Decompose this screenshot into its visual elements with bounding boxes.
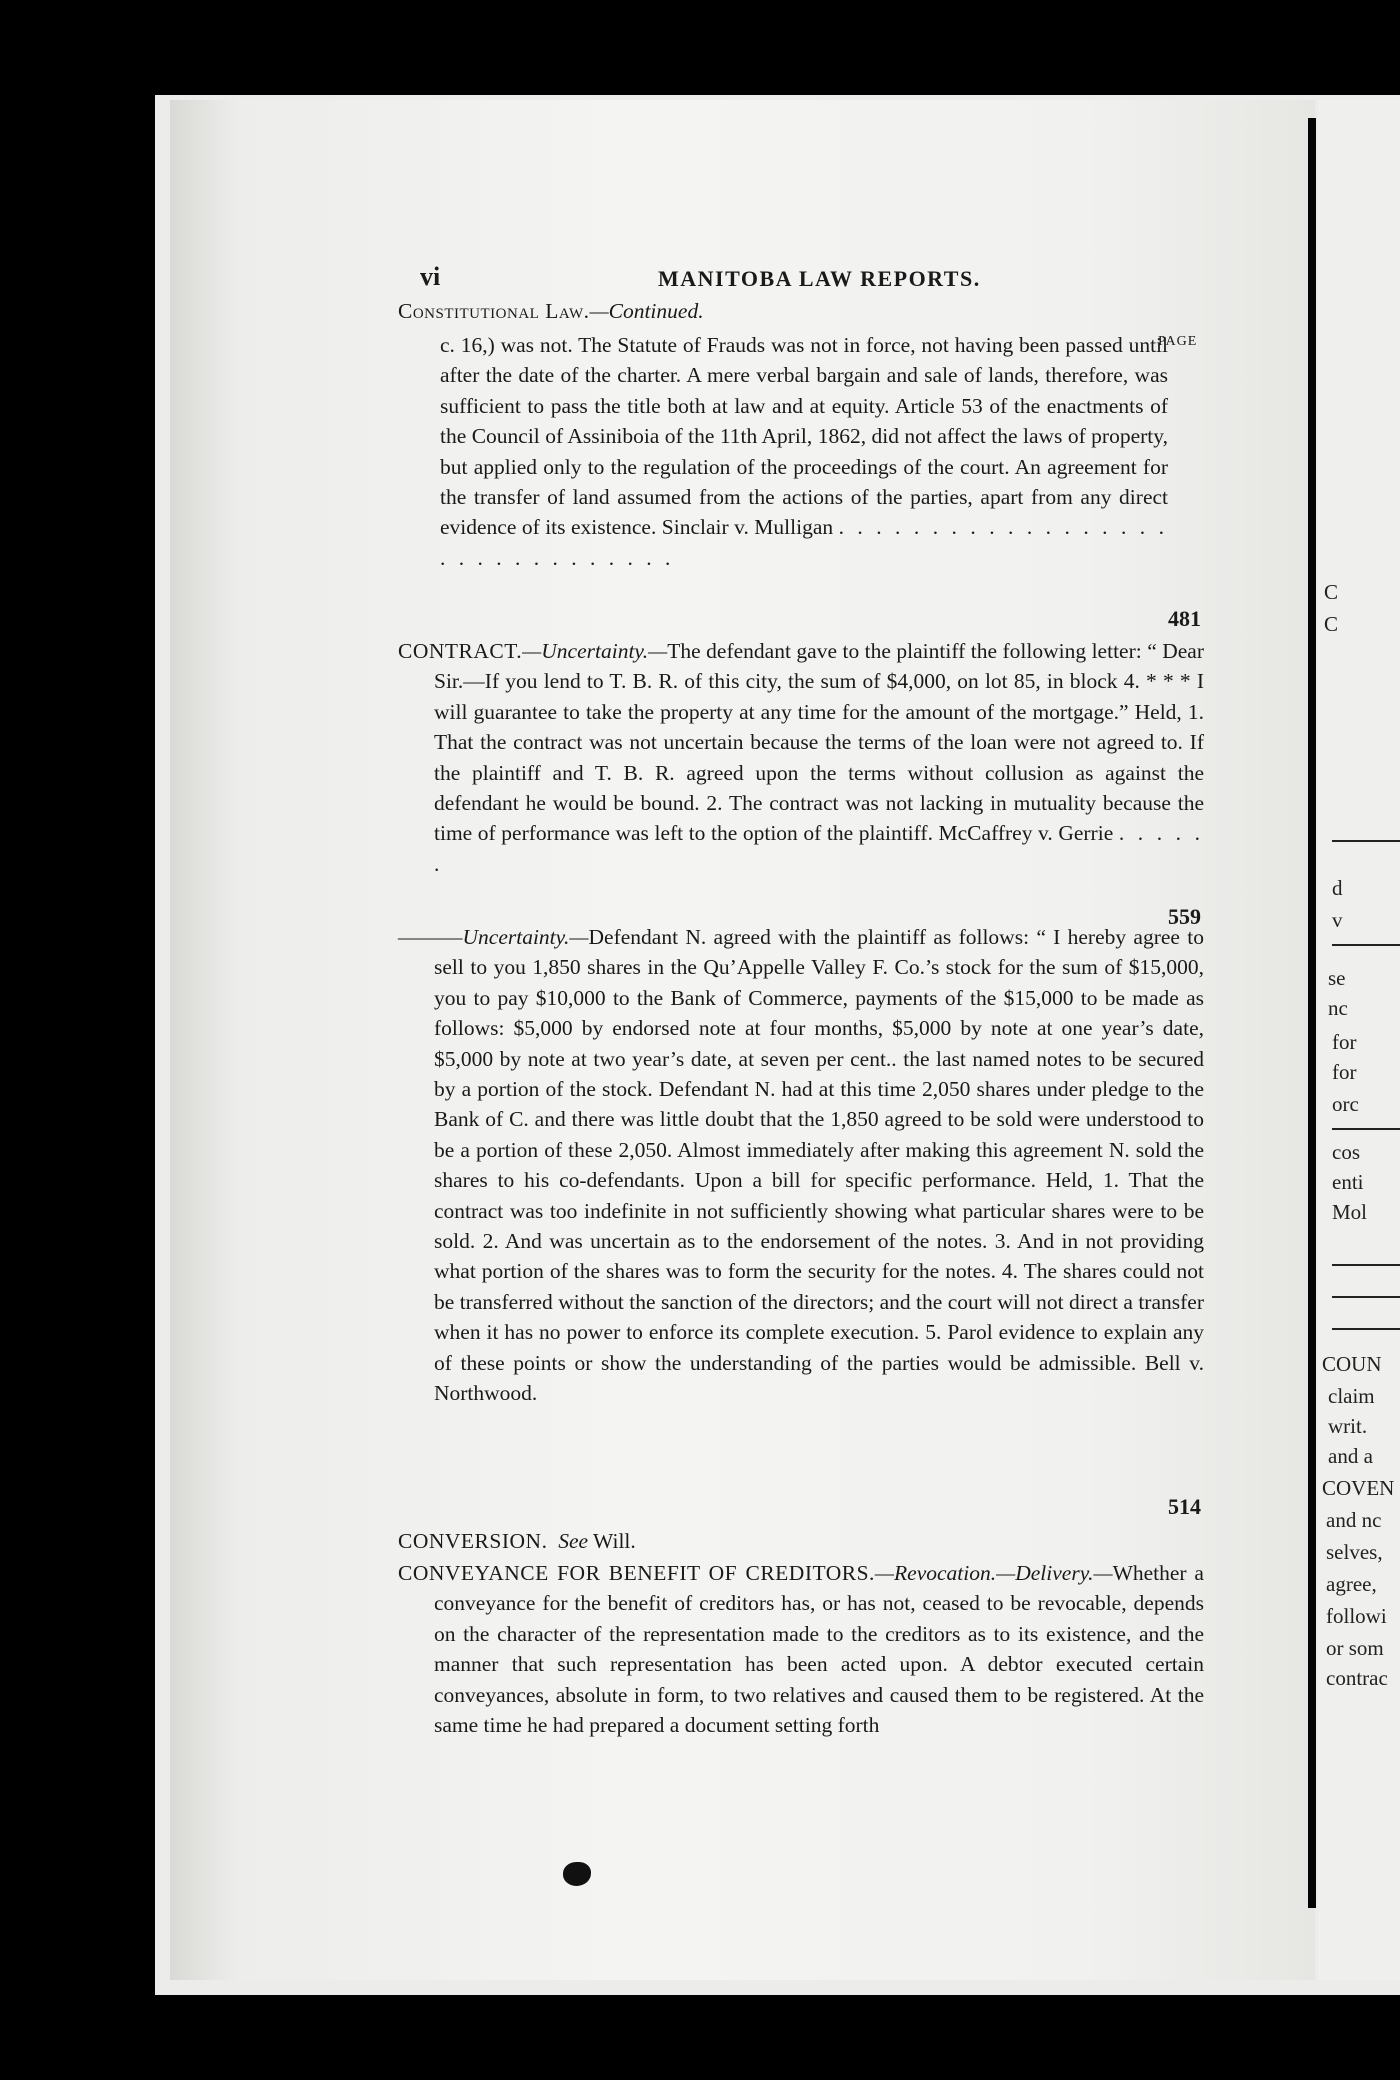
adjacent-page-fragment: and nc	[1326, 1508, 1382, 1532]
adjacent-page-rule	[1332, 1328, 1400, 1330]
entry-uncertainty-bell-v-northwood	[398, 922, 1204, 1409]
page-column-label: PAGE	[1158, 334, 1198, 349]
entry-subheading: —Continued.	[589, 299, 704, 323]
adjacent-page-fragment: v	[1332, 908, 1343, 932]
page-reference: 481	[1168, 606, 1201, 631]
entry-heading: CONTRACT.	[398, 639, 523, 663]
entry-text: Will.	[593, 1529, 636, 1553]
adjacent-page-fragment: C	[1324, 612, 1339, 636]
entry-conversion	[398, 1526, 1168, 1556]
adjacent-page-rule	[1332, 944, 1400, 946]
adjacent-page-fragment: claim	[1328, 1384, 1375, 1408]
adjacent-page-fragment: C	[1324, 580, 1339, 604]
adjacent-page-rule	[1332, 1128, 1400, 1130]
entry-body	[440, 330, 1168, 573]
entry-heading: Constitutional Law.	[398, 299, 590, 323]
dot-leader: . . . . . . . . . . . . . . . . . . . . . . . . . . . . . . .	[440, 515, 1168, 570]
page-reference: 559	[1168, 904, 1201, 929]
adjacent-page-fragment: writ.	[1328, 1414, 1368, 1438]
entry-contract-uncertainty	[398, 636, 1204, 879]
adjacent-page-fragment: d	[1332, 876, 1343, 900]
page-gutter	[1308, 118, 1316, 1908]
adjacent-page-fragment: COVEN	[1322, 1476, 1395, 1500]
entry-subheading: See	[558, 1529, 589, 1553]
entry-conveyance-creditors	[398, 1558, 1204, 1740]
adjacent-page-rule	[1332, 1264, 1400, 1266]
adjacent-page-edge	[1318, 100, 1400, 1980]
adjacent-page-fragment: nc	[1328, 996, 1348, 1020]
adjacent-page-fragment: and a	[1328, 1444, 1373, 1468]
adjacent-page-rule	[1332, 1296, 1400, 1298]
entry-heading: CONVEYANCE FOR BENEFIT OF CREDITORS.	[398, 1561, 875, 1585]
running-title: MANITOBA LAW REPORTS.	[658, 266, 981, 291]
entry-subheading: —Uncertainty.—	[522, 639, 668, 663]
adjacent-page-fragment: COUN	[1322, 1352, 1382, 1376]
entry-subheading: Uncertainty.—	[462, 925, 589, 949]
entry-text: Whether a conveyance for the benefit of creditors has, or has not, ceased to be revocable, depends on the character of the representation made to the creditors as to its existence, and the manner that such representation has been acted upon. A debtor executed certain conveyances, absolute in form, to two relatives and caused them to be registered. At the same time he had prepared a document setting forth	[434, 1561, 1204, 1738]
entry-constitutional-law	[398, 296, 1168, 326]
adjacent-page-fragment: orc	[1332, 1092, 1359, 1116]
adjacent-page-fragment: or som	[1326, 1636, 1384, 1660]
entry-text: The defendant gave to the plaintiff the following letter: “ Dear Sir.—If you lend to T. B. R. of this city, the sum of $4,000, on lot 85, in block 4. * * * I will guarantee to take the property at any time for the amount of the mortgage.” Held, 1. That the contract was not uncertain because the terms of the loan were not agreed to. If the plaintiff and T. B. R. agreed upon the terms without collusion as against the defendant he would be bound. 2. The contract was not lacking in mutuality because the time of performance was left to the option of the plaintiff. McCaffrey v. Gerrie	[434, 639, 1204, 846]
adjacent-page-fragment: agree,	[1326, 1572, 1377, 1596]
entry-heading: CONVERSION.	[398, 1529, 548, 1553]
entry-text: Defendant N. agreed with the plaintiff as follows: “ I hereby agree to sell to you 1,850 shares in the Qu’Appelle Valley F. Co.’s stock for the sum of $15,000, you to pay $10,000 to the Bank of Commerce, payments of the $15,000 to be made as follows: $5,000 by endorsed note at four months, $5,000 by note at one year’s date, $5,000 by note at two year’s date, at seven per cent.. the last named notes to be secured by a portion of the stock. Defendant N. had at this time 2,050 shares under pledge to the Bank of C. and there was little doubt that the 1,850 agreed to be sold were understood to be a portion of these 2,050. Almost immediately after making this agreement N. sold the shares to his co-defendants. Upon a bill for specific performance. Held, 1. That the contract was too indefinite in not sufficiently showing what particular shares were to be sold. 2. And was uncertain as to the endorsement of the notes. 3. And in not providing what portion of the shares was to form the security for the notes. 4. The shares could not be transferred without the sanction of the directors; and the court will not direct a transfer when it has no power to enforce its complete execution. 5. Parol evidence to explain any of these points or show the understanding of the parties would be admissible. Bell v. Northwood.	[434, 925, 1204, 1406]
adjacent-page-fragment: contrac	[1326, 1666, 1388, 1690]
entry-dash: ———	[398, 925, 463, 949]
entry-subheading: —Revocation.—Delivery.—	[874, 1561, 1113, 1585]
adjacent-page-fragment: cos	[1332, 1140, 1360, 1164]
adjacent-page-fragment: for	[1332, 1060, 1357, 1084]
adjacent-page-rule	[1332, 840, 1400, 842]
adjacent-page-fragment: for	[1332, 1030, 1357, 1054]
adjacent-page-fragment: enti	[1332, 1170, 1364, 1194]
page-reference: 514	[1168, 1494, 1201, 1519]
dot-leader: . . . . . .	[434, 821, 1205, 876]
entry-text: c. 16,) was not. The Statute of Frauds was not in force, not having been passed until after the date of the charter. A mere verbal bargain and sale of lands, therefore, was sufficient to pass the title both at law and at equity. Article 53 of the enactments of the Council of Assiniboia of the 11th April, 1862, did not affect the laws of property, but applied only to the regulation of the proceedings of the court. An agreement for the transfer of land assumed from the actions of the parties, apart from any direct evidence of its existence. Sinclair v. Mulligan	[440, 333, 1168, 540]
adjacent-page-fragment: Mol	[1332, 1200, 1368, 1224]
adjacent-page-fragment: selves,	[1326, 1540, 1383, 1564]
adjacent-page-fragment: followi	[1326, 1604, 1387, 1628]
page-number: vi	[420, 262, 441, 291]
adjacent-page-fragment: se	[1328, 966, 1346, 990]
